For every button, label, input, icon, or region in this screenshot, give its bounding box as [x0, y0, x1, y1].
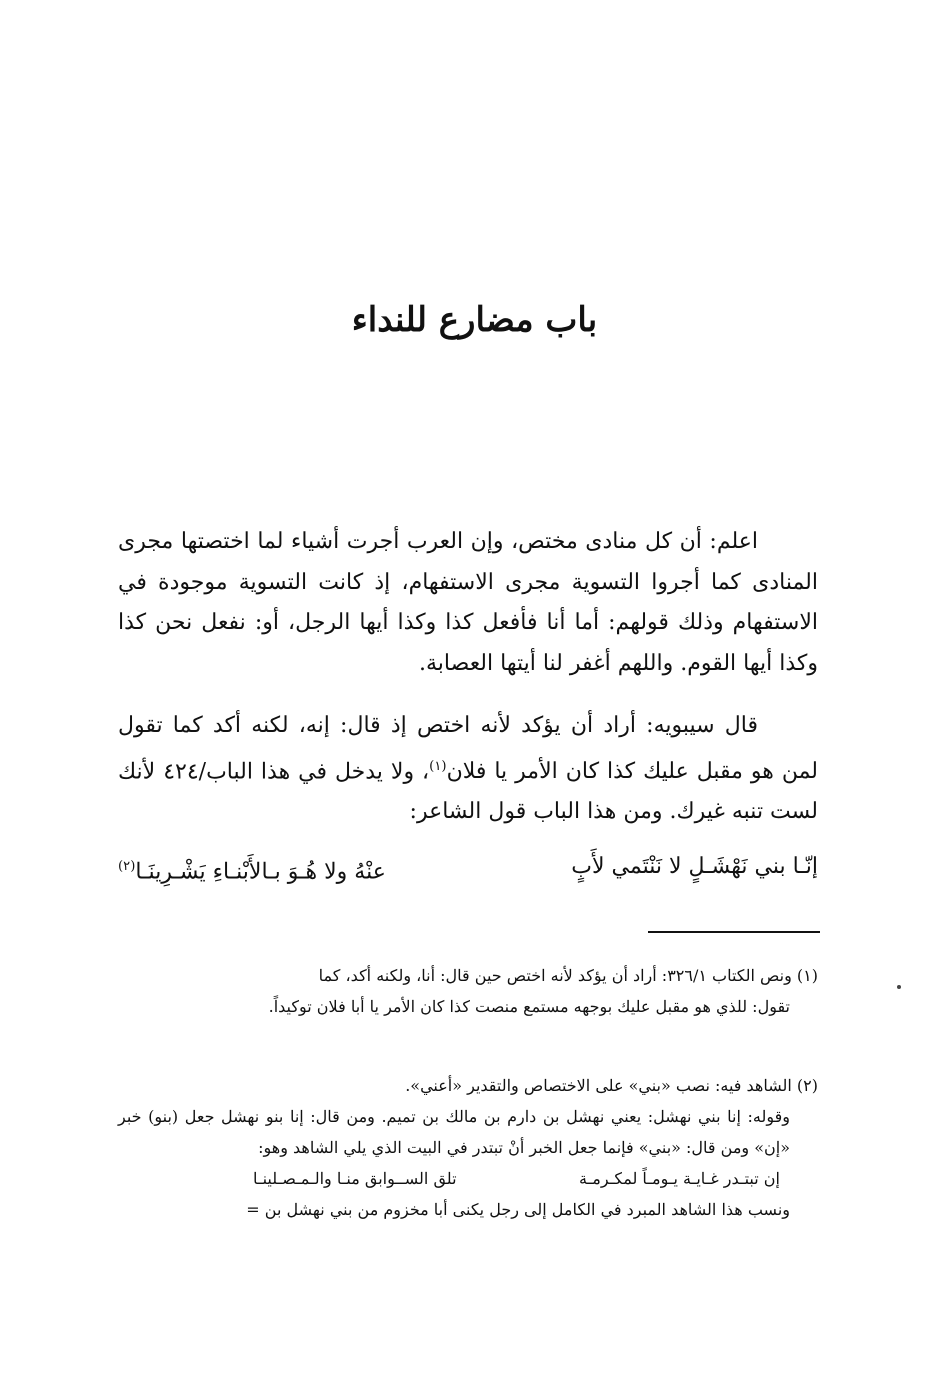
- footnote-ref-1: (١): [429, 758, 447, 774]
- chapter-title: باب مضارع للنداء: [351, 300, 598, 340]
- paragraph-2-text-a: قال سيبويه: أراد أن يؤكد لأنه اختص إذ قال: إنه، لكنه أكد كما تقول لمن هو مقبل عليك كذا كان الأمر يا فلان: [118, 713, 818, 784]
- footnote-1-line-2: تقول: للذي هو مقبل عليك بوجهه مستمع منصت كذا كان الأمر يا أبا فلان توكيداً.: [268, 997, 790, 1016]
- poetry-verse: [118, 842, 818, 892]
- margin-dot: [897, 985, 901, 989]
- footnote-1: [118, 960, 818, 1022]
- verse-second-hemistich-text: عنْهُ ولا هُـوَ بـالأَبْنـاءِ يَشْـرِينَـا: [135, 859, 386, 885]
- verse-second-hemistich: [118, 842, 386, 897]
- footnote-1-line-1: (١) ونص الكتاب ٣٢٦/١: أراد أن يؤكد لأنه اختص حين قال: أنا، ولكنه أكد، كما: [318, 966, 818, 985]
- footnote-2-line-2: وقوله: إنا بني نهشل: يعني نهشل بن دارم بن مالك بن تميم. ومن قال: إنا بنو نهشل جعل (بنو) خبر «إن» ومن قال: «بني» فإنما جعل الخبر أنْ تبتدر في البيت الذي يلي الشاهد وهو:: [118, 1107, 791, 1157]
- footnote-separator: [648, 931, 820, 933]
- verse-first-hemistich: إنّـا بني نَهْشَـلٍ لا نَنْتَمي لأَبٍ: [571, 854, 818, 879]
- footnote-2-line-3: ونسب هذا الشاهد المبرد في الكامل إلى رجل يكنى أبا مخزوم من بني نهشل بن =: [246, 1200, 790, 1219]
- main-paragraph-1: [118, 522, 818, 684]
- footnote-2-poem: [118, 1163, 790, 1194]
- footnote-ref-2: (٢): [118, 859, 136, 874]
- main-paragraph-2: [118, 706, 818, 833]
- footnote-2-line-1: (٢) الشاهد فيه: نصب «بني» على الاختصاص والتقدير «أعني».: [405, 1076, 818, 1095]
- footnote-2-poem-second-half: تلق الســوابق منـا والـمـصـلينـا: [253, 1169, 457, 1188]
- paragraph-2-text-b: ، ولا يدخل في هذا الباب/٤٢٤ لأنك لست تنبه غيرك. ومن هذا الباب قول الشاعر:: [118, 758, 818, 825]
- footnote-2: [118, 1070, 818, 1225]
- footnote-2-poem-first-half: إن تبتـدر غـايـة يـومـاً لمكـرمـة: [579, 1169, 780, 1188]
- paragraph-1-text: اعلم: أن كل منادى مختص، وإن العرب أجرت أشياء لما اختصتها مجرى المنادى كما أجروا التسوية مجرى الاستفهام، إذ كانت التسوية موجودة في الاستفهام وذلك قولهم: أما أنا فأفعل كذا وكذا أيها الرجل، أو: نفعل نحن كذا وكذا أيها القوم. واللهم أغفر لنا أيتها العصابة.: [118, 529, 818, 676]
